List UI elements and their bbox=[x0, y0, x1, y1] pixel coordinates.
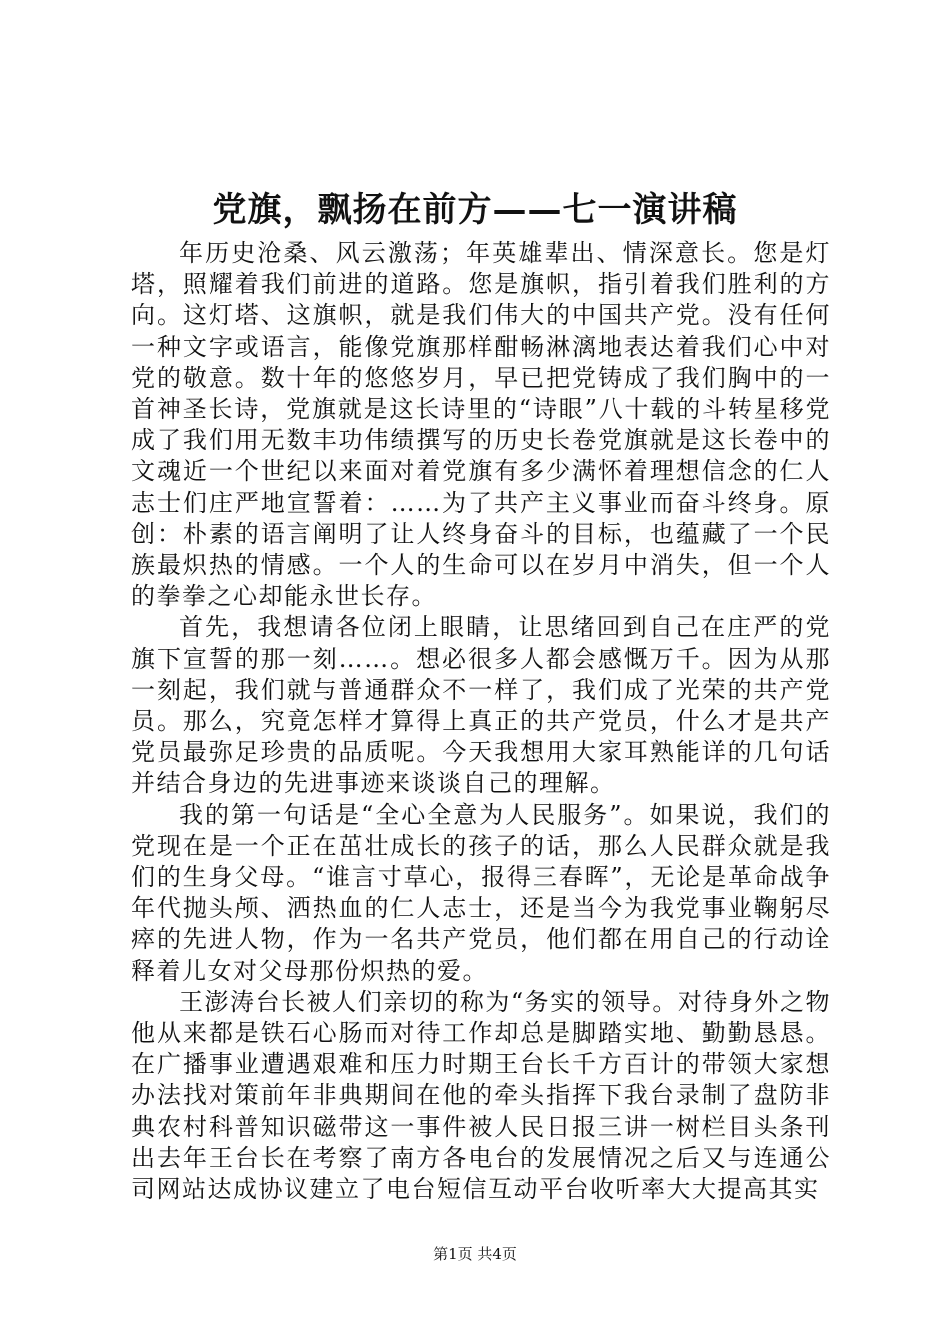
paragraph-3: 我的第一句话是“全心全意为人民服务”。如果说，我们的党现在是一个正在茁壮成长的孩子的话，那么人民群众就是我们的生身父母。“谁言寸草心，报得三春晖”，无论是革命战争年代抛头颅、洒热血的仁人志士，还是当今为我党事业鞠躬尽瘁的先进人物，作为一名共产党员，他们都在用自己的行动诠释着儿女对父母那份炽热的爱。 bbox=[131, 800, 831, 985]
paragraph-4: 王澎涛台长被人们亲切的称为“务实的领导。对待身外之物他从来都是铁石心肠而对待工作却总是脚踏实地、勤勤恳恳。在广播事业遭遇艰难和压力时期王台长千方百计的带领大家想办法找对策前年非典期间在他的牵头指挥下我台录制了盘防非典农村科普知识磁带这一事件被人民日报三讲一树栏目头条刊出去年王台长在考察了南方各电台的发展情况之后又与连通公司网站达成协议建立了电台短信互动平台收听率大大提高其实 bbox=[131, 987, 831, 1204]
document-body bbox=[131, 238, 831, 1205]
paragraph-1: 年历史沧桑、风云激荡；年英雄辈出、情深意长。您是灯塔，照耀着我们前进的道路。您是旗帜，指引着我们胜利的方向。这灯塔、这旗帜，就是我们伟大的中国共产党。没有任何一种文字或语言，能像党旗那样酣畅淋漓地表达着我们心中对党的敬意。数十年的悠悠岁月，早已把党铸成了我们胸中的一首神圣长诗，党旗就是这长诗里的“诗眼”八十载的斗转星移党成了我们用无数丰功伟绩撰写的历史长卷党旗就是这长卷中的文魂近一个世纪以来面对着党旗有多少满怀着理想信念的仁人志士们庄严地宣誓着：……为了共产主义事业而奋斗终身。原创：朴素的语言阐明了让人终身奋斗的目标，也蕴藏了一个民族最炽热的情感。一个人的生命可以在岁月中消失，但一个人的拳拳之心却能永世长存。 bbox=[131, 239, 831, 611]
document-title: 党旗，飘扬在前方——七一演讲稿 bbox=[212, 190, 738, 230]
paragraph-2: 首先，我想请各位闭上眼睛，让思绪回到自己在庄严的党旗下宣誓的那一刻……。想必很多人都会感慨万千。因为从那一刻起，我们就与普通群众不一样了，我们成了光荣的共产党员。那么，究竟怎样才算得上真正的共产党员，什么才是共产党员最弥足珍贵的品质呢。今天我想用大家耳熟能详的几句话并结合身边的先进事迹来谈谈自己的理解。 bbox=[131, 613, 831, 798]
page-number: 第1页 共4页 bbox=[433, 1245, 517, 1263]
